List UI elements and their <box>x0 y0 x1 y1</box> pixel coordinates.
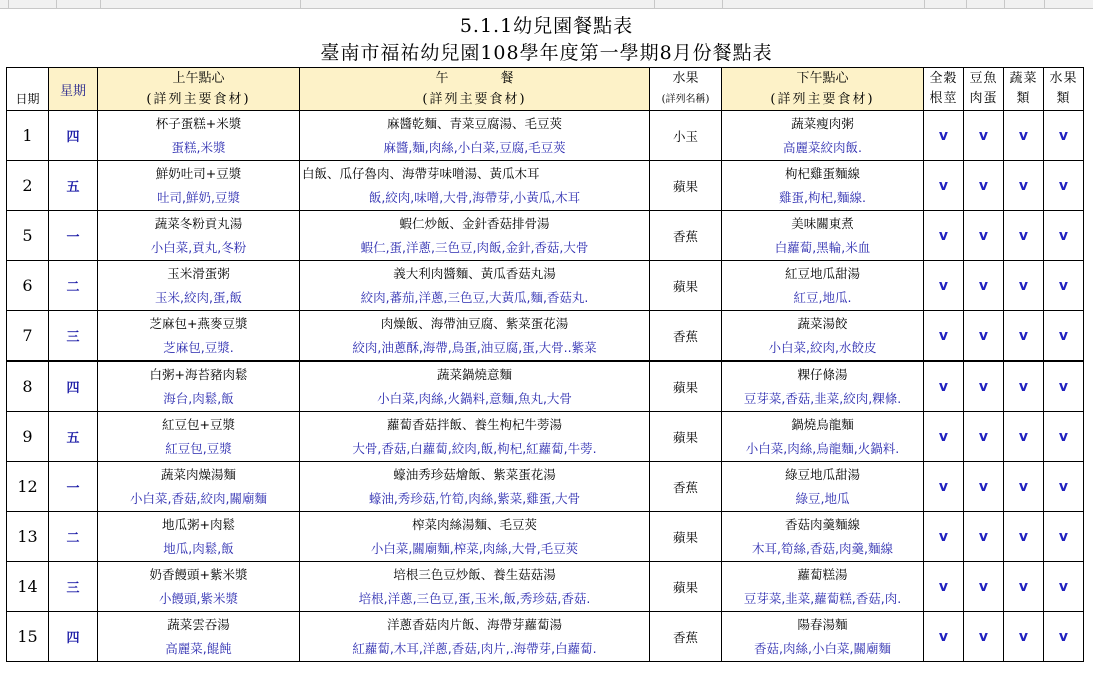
fruitcat-check: v <box>1044 612 1084 662</box>
fruitcat-check: v <box>1044 311 1084 362</box>
grains-check: v <box>924 261 964 311</box>
lunch-ingredients: 絞肉,油蔥酥,海帶,鳥蛋,油豆腐,蛋,大骨..紫菜 <box>352 340 597 355</box>
pm-snack-cell <box>722 261 924 311</box>
beans-check: v <box>964 412 1004 462</box>
day-cell: 2 <box>7 161 49 211</box>
day-cell: 9 <box>7 412 49 462</box>
day-cell: 12 <box>7 462 49 512</box>
lunch-ingredients: 飯,絞肉,味噌,大骨,海帶芽,小黃瓜,木耳 <box>368 190 581 205</box>
fruit-cell: 蘋果 <box>650 361 722 412</box>
table-row <box>7 512 1084 562</box>
beans-check: v <box>964 261 1004 311</box>
lunch-dish: 肉燥飯、海帶油豆腐、紫菜蛋花湯 <box>380 316 569 331</box>
pm-snack-cell <box>722 161 924 211</box>
beans-check: v <box>964 562 1004 612</box>
table-header-row <box>7 68 1084 111</box>
veg-check: v <box>1004 412 1044 462</box>
day-cell: 15 <box>7 612 49 662</box>
fruitcat-check: v <box>1044 161 1084 211</box>
am-snack-ingredients: 蛋糕,米漿 <box>171 140 226 155</box>
header-beans-label: 豆魚肉蛋 <box>969 71 998 106</box>
pm-snack-cell <box>722 361 924 412</box>
am-snack-dish: 白粥+海苔豬肉鬆 <box>149 367 248 382</box>
spreadsheet-column-strip <box>0 0 1093 9</box>
lunch-cell <box>300 562 650 612</box>
am-snack-dish: 蔬菜肉燥湯麵 <box>160 467 236 482</box>
fruitcat-check: v <box>1044 211 1084 261</box>
fruitcat-check: v <box>1044 111 1084 161</box>
lunch-ingredients: 大骨,香菇,白蘿蔔,絞肉,飯,枸杞,紅蘿蔔,牛蒡. <box>352 441 597 456</box>
lunch-dish: 蠔油秀珍菇燴飯、紫菜蛋花湯 <box>393 467 556 482</box>
header-grains <box>924 68 964 111</box>
day-cell: 7 <box>7 311 49 362</box>
fruitcat-check: v <box>1044 412 1084 462</box>
grains-check: v <box>924 311 964 362</box>
weekday-cell: 五 <box>49 161 98 211</box>
grains-check: v <box>924 111 964 161</box>
beans-check: v <box>964 462 1004 512</box>
table-row <box>7 211 1084 261</box>
veg-check: v <box>1004 612 1044 662</box>
fruit-cell: 蘋果 <box>650 512 722 562</box>
am-snack-dish: 紅豆包+豆漿 <box>162 417 235 432</box>
lunch-ingredients: 麻醬,麵,肉絲,小白菜,豆腐,毛豆莢 <box>383 140 566 155</box>
day-cell: 6 <box>7 261 49 311</box>
pm-snack-dish: 綠豆地瓜甜湯 <box>784 467 860 482</box>
am-snack-dish: 玉米滑蛋粥 <box>167 266 230 281</box>
am-snack-ingredients: 高麗菜,餛飩 <box>165 641 232 656</box>
pm-snack-ingredients: 豆芽菜,香菇,韭菜,絞肉,粿條. <box>743 391 902 406</box>
fruit-cell: 小玉 <box>650 111 722 161</box>
header-date: 日期 <box>7 68 49 111</box>
am-snack-dish: 蔬菜冬粉貢丸湯 <box>154 216 243 231</box>
fruit-cell: 香蕉 <box>650 211 722 261</box>
document-subtitle: 臺南市福祐幼兒園108學年度第一學期8月份餐點表 <box>320 42 773 64</box>
fruit-cell: 蘋果 <box>650 412 722 462</box>
grains-check: v <box>924 361 964 412</box>
am-snack-dish: 奶香饅頭+紫米漿 <box>149 567 248 582</box>
pm-snack-ingredients: 小白菜,肉絲,烏龍麵,火鍋料. <box>745 441 900 456</box>
pm-snack-dish: 紅豆地瓜甜湯 <box>784 266 860 281</box>
am-snack-cell <box>98 211 300 261</box>
table-row <box>7 562 1084 612</box>
pm-snack-cell <box>722 512 924 562</box>
header-fruit-label: 水果 <box>672 71 699 86</box>
am-snack-cell <box>98 311 300 362</box>
table-row <box>7 311 1084 362</box>
day-cell: 5 <box>7 211 49 261</box>
pm-snack-dish: 美味關東煮 <box>791 216 854 231</box>
pm-snack-dish: 蔬菜湯餃 <box>797 316 848 331</box>
weekday-cell: 五 <box>49 412 98 462</box>
lunch-dish: 白飯、瓜仔魯肉、海帶芽味噌湯、黃瓜木耳 <box>302 166 540 181</box>
header-am-snack-sub: (詳列主要食材) <box>146 92 251 107</box>
am-snack-ingredients: 吐司,鮮奶,豆漿 <box>157 190 240 205</box>
pm-snack-cell <box>722 311 924 362</box>
pm-snack-ingredients: 紅豆,地瓜. <box>793 290 852 305</box>
am-snack-dish: 鮮奶吐司+豆漿 <box>155 166 242 181</box>
header-pm-snack <box>722 68 924 111</box>
fruit-cell: 香蕉 <box>650 612 722 662</box>
pm-snack-ingredients: 木耳,筍絲,香菇,肉羹,麵線 <box>752 541 893 556</box>
day-cell: 8 <box>7 361 49 412</box>
header-lunch <box>300 68 650 111</box>
am-snack-cell <box>98 612 300 662</box>
am-snack-ingredients: 海台,肉鬆,飯 <box>163 391 234 406</box>
day-cell: 1 <box>7 111 49 161</box>
lunch-ingredients: 蝦仁,蛋,洋蔥,三色豆,肉飯,金針,香菇,大骨 <box>360 240 589 255</box>
beans-check: v <box>964 512 1004 562</box>
beans-check: v <box>964 161 1004 211</box>
pm-snack-ingredients: 高麗菜絞肉飯. <box>783 140 862 155</box>
pm-snack-cell <box>722 462 924 512</box>
weekday-cell: 三 <box>49 311 98 362</box>
pm-snack-cell <box>722 111 924 161</box>
lunch-cell <box>300 111 650 161</box>
veg-check: v <box>1004 311 1044 362</box>
grains-check: v <box>924 412 964 462</box>
lunch-cell <box>300 512 650 562</box>
header-am-snack-label: 上午點心 <box>172 71 225 86</box>
lunch-ingredients: 紅蘿蔔,木耳,洋蔥,香菇,肉片,.海帶芽,白蘿蔔. <box>352 641 597 656</box>
am-snack-dish: 蔬菜雲吞湯 <box>167 617 230 632</box>
am-snack-dish: 杯子蛋糕+米漿 <box>155 116 242 131</box>
beans-check: v <box>964 612 1004 662</box>
fruitcat-check: v <box>1044 361 1084 412</box>
lunch-ingredients: 培根,洋蔥,三色豆,蛋,玉米,飯,秀珍菇,香菇. <box>358 591 591 606</box>
lunch-cell <box>300 361 650 412</box>
am-snack-ingredients: 芝麻包,豆漿. <box>163 340 234 355</box>
fruitcat-check: v <box>1044 562 1084 612</box>
lunch-dish: 蝦仁炒飯、金針香菇排骨湯 <box>399 216 550 231</box>
veg-check: v <box>1004 562 1044 612</box>
am-snack-cell <box>98 412 300 462</box>
weekday-cell: 四 <box>49 361 98 412</box>
lunch-cell <box>300 161 650 211</box>
header-lunch-sub: (詳列主要食材) <box>422 92 527 107</box>
grains-check: v <box>924 512 964 562</box>
lunch-dish: 蘿蔔香菇拌飯、養生枸杞牛蒡湯 <box>386 417 562 432</box>
lunch-dish: 麻醬乾麵、青菜豆腐湯、毛豆莢 <box>386 116 562 131</box>
am-snack-cell <box>98 462 300 512</box>
header-weekday: 星期 <box>49 68 98 111</box>
pm-snack-cell <box>722 211 924 261</box>
table-row <box>7 161 1084 211</box>
pm-snack-dish: 陽春湯麵 <box>797 617 848 632</box>
grains-check: v <box>924 161 964 211</box>
lunch-dish: 義大利肉醬麵、黃瓜香菇丸湯 <box>393 266 556 281</box>
pm-snack-dish: 枸杞雞蛋麵線 <box>784 166 860 181</box>
day-cell: 14 <box>7 562 49 612</box>
lunch-dish: 榨菜肉絲湯麵、毛豆莢 <box>411 517 537 532</box>
lunch-cell <box>300 261 650 311</box>
veg-check: v <box>1004 211 1044 261</box>
header-fruitcat-label: 水果類 <box>1049 71 1078 106</box>
pm-snack-ingredients: 雞蛋,枸杞,麵線. <box>779 190 866 205</box>
lunch-cell <box>300 412 650 462</box>
veg-check: v <box>1004 261 1044 311</box>
table-row <box>7 261 1084 311</box>
weekday-cell: 三 <box>49 562 98 612</box>
pm-snack-dish: 香菇肉羹麵線 <box>784 517 860 532</box>
header-beans <box>964 68 1004 111</box>
header-fruitcat <box>1044 68 1084 111</box>
beans-check: v <box>964 311 1004 362</box>
pm-snack-dish: 鍋燒烏龍麵 <box>791 417 854 432</box>
am-snack-cell <box>98 161 300 211</box>
lunch-cell <box>300 311 650 362</box>
am-snack-dish: 地瓜粥+肉鬆 <box>162 517 235 532</box>
am-snack-cell <box>98 261 300 311</box>
grains-check: v <box>924 462 964 512</box>
weekday-cell: 一 <box>49 211 98 261</box>
lunch-cell <box>300 211 650 261</box>
veg-check: v <box>1004 111 1044 161</box>
weekday-cell: 二 <box>49 512 98 562</box>
header-veg-label: 蔬菜類 <box>1009 71 1038 106</box>
table-row <box>7 361 1084 412</box>
am-snack-cell <box>98 111 300 161</box>
lunch-dish: 蔬菜鍋燒意麵 <box>436 367 512 382</box>
fruit-cell: 蘋果 <box>650 261 722 311</box>
header-grains-label: 全穀根莖 <box>929 71 958 106</box>
pm-snack-ingredients: 白蘿蔔,黑輪,米血 <box>774 240 871 255</box>
am-snack-dish: 芝麻包+燕麥豆漿 <box>149 316 248 331</box>
am-snack-ingredients: 紅豆包,豆漿 <box>165 441 232 456</box>
veg-check: v <box>1004 161 1044 211</box>
lunch-cell <box>300 462 650 512</box>
header-pm-snack-label: 下午點心 <box>796 71 849 86</box>
table-row <box>7 462 1084 512</box>
lunch-dish: 洋蔥香菇肉片飯、海帶芽蘿蔔湯 <box>386 617 562 632</box>
pm-snack-dish: 蔬菜瘦肉粥 <box>791 116 854 131</box>
meal-menu-table <box>6 67 1084 662</box>
lunch-cell <box>300 612 650 662</box>
pm-snack-ingredients: 豆芽菜,韭菜,蘿蔔糕,香菇,肉. <box>743 591 902 606</box>
lunch-dish: 培根三色豆炒飯、養生菇菇湯 <box>393 567 556 582</box>
beans-check: v <box>964 111 1004 161</box>
veg-check: v <box>1004 361 1044 412</box>
fruit-cell: 蘋果 <box>650 161 722 211</box>
header-fruit-sub: (詳列名稱) <box>661 94 710 105</box>
fruit-cell: 香蕉 <box>650 462 722 512</box>
table-row <box>7 111 1084 161</box>
lunch-ingredients: 絞肉,蕃茄,洋蔥,三色豆,大黃瓜,麵,香菇丸. <box>360 290 589 305</box>
fruitcat-check: v <box>1044 261 1084 311</box>
beans-check: v <box>964 211 1004 261</box>
am-snack-ingredients: 小饅頭,紫米漿 <box>159 591 238 606</box>
header-fruit <box>650 68 722 111</box>
veg-check: v <box>1004 462 1044 512</box>
pm-snack-cell <box>722 612 924 662</box>
am-snack-cell <box>98 512 300 562</box>
weekday-cell: 四 <box>49 111 98 161</box>
header-am-snack <box>98 68 300 111</box>
header-pm-snack-sub: (詳列主要食材) <box>770 92 875 107</box>
grains-check: v <box>924 562 964 612</box>
am-snack-ingredients: 小白菜,香菇,絞肉,關廟麵 <box>130 491 267 506</box>
header-lunch-label: 午 餐 <box>435 71 514 86</box>
lunch-ingredients: 小白菜,肉絲,火鍋料,意麵,魚丸,大骨 <box>377 391 572 406</box>
am-snack-ingredients: 玉米,絞肉,蛋,飯 <box>155 290 242 305</box>
table-row <box>7 612 1084 662</box>
fruit-cell: 蘋果 <box>650 562 722 612</box>
grains-check: v <box>924 211 964 261</box>
weekday-cell: 一 <box>49 462 98 512</box>
pm-snack-dish: 蘿蔔糕湯 <box>797 567 848 582</box>
weekday-cell: 二 <box>49 261 98 311</box>
header-veg <box>1004 68 1044 111</box>
am-snack-ingredients: 地瓜,肉鬆,飯 <box>163 541 234 556</box>
beans-check: v <box>964 361 1004 412</box>
am-snack-cell <box>98 562 300 612</box>
pm-snack-ingredients: 香菇,肉絲,小白菜,關廟麵 <box>754 641 891 656</box>
weekday-cell: 四 <box>49 612 98 662</box>
fruitcat-check: v <box>1044 462 1084 512</box>
fruitcat-check: v <box>1044 512 1084 562</box>
am-snack-ingredients: 小白菜,貢丸,冬粉 <box>150 240 247 255</box>
pm-snack-ingredients: 綠豆,地瓜 <box>795 491 850 506</box>
lunch-ingredients: 蠔油,秀珍菇,竹筍,肉絲,紫菜,雞蛋,大骨 <box>368 491 581 506</box>
document-title: 5.1.1幼兒園餐點表 <box>459 15 634 37</box>
pm-snack-cell <box>722 562 924 612</box>
am-snack-cell <box>98 361 300 412</box>
pm-snack-ingredients: 小白菜,絞肉,水餃皮 <box>768 340 877 355</box>
table-row <box>7 412 1084 462</box>
fruit-cell: 香蕉 <box>650 311 722 362</box>
veg-check: v <box>1004 512 1044 562</box>
lunch-ingredients: 小白菜,關廟麵,榨菜,肉絲,大骨,毛豆莢 <box>370 541 579 556</box>
day-cell: 13 <box>7 512 49 562</box>
grains-check: v <box>924 612 964 662</box>
pm-snack-dish: 粿仔條湯 <box>797 367 848 382</box>
pm-snack-cell <box>722 412 924 462</box>
